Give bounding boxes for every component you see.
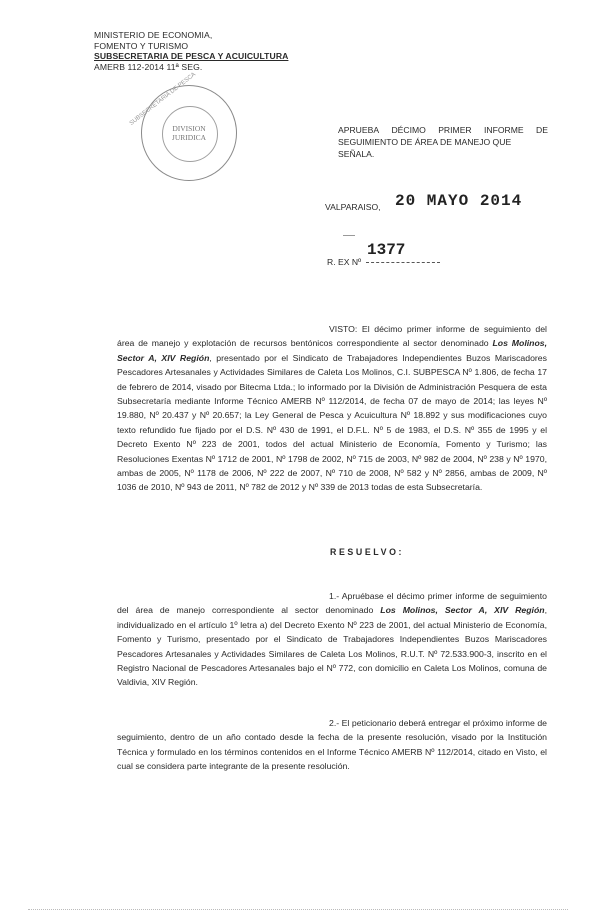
summary-word: APRUEBA — [338, 125, 380, 135]
item1-text-b: , individualizado en el artículo 1º letra a) del Decreto Exento Nº 223 de 2001, del actual Ministerio de Economía, Fomento y Turismo, presentado por el Sindicato de Trabajadores Independientes Buzos Mariscadores Pescadores Artesanales y Actividades Similares de Caleta Los Molinos, R.U.T. Nº 72.533.900-3, inscrito en el Registro Nacional de Pescadores Artesanales bajo el Nº 772, con domicilio en Caleta Los Molinos, comuna de Valdivia, XIV Región. — [117, 605, 547, 688]
header-reference: AMERB 112-2014 11ª SEG. — [94, 61, 203, 72]
item2-text: 2.- El peticionario deberá entregar el próximo informe de seguimiento, dentro de un año contado desde la fecha de la presente resolución, visado por la Institución Técnica y formulado en los términos contenidos en el Informe Técnico AMERB Nº 112/2014, citado en Visto, el cual se considera parte integrante de la presente resolución. — [117, 718, 547, 772]
summary-word: PRIMER — [438, 125, 472, 135]
division-stamp — [128, 71, 237, 181]
date-stamp: 20 MAYO 2014 — [395, 192, 523, 210]
summary-line2: SEGUIMIENTO DE ÁREA DE MANEJO QUE SEÑALA. — [338, 137, 512, 159]
resolution-number-line — [366, 262, 440, 263]
header-ministry: MINISTERIO DE ECONOMIA, — [94, 30, 213, 40]
summary-word: DE — [536, 125, 548, 135]
stamp-ring-text: SUBSECRETARIA DE PESCA — [128, 71, 198, 127]
visto-paragraph — [117, 322, 547, 495]
visto-text-b: , presentado por el Sindicato de Trabajadores Independientes Buzos Mariscadores Pescadores Artesanales y Actividades Similares de Caleta Los Molinos, C.I. SUBPESCA Nº 1.806, de fecha 17 de febrero de 2014, visado por Bitecma Ltda.; lo informado por la División de Administración Pesquera de esta Subsecretaría mediante Informe Técnico AMERB Nº 112/2014, de fecha 07 de mayo de 2014; las leyes Nº 19.880, Nº 20.437 y Nº 20.657; la Ley General de Pesca y Acuicultura Nº 18.892 y sus modificaciones cuyo texto refundido fue fijado por el D.S. Nº 430 de 1991, el D.F.L. Nº 5 de 1983, el D.S. Nº 355 de 1995 y el Decreto Exento Nº 223 de 2001, todos del actual Ministerio de Economía, Fomento y Turismo; las Resoluciones Exentas Nº 1712 de 2001, Nº 1798 de 2002, Nº 715 de 2003, Nº 982 de 2004, Nº 238 y Nº 1970, ambas de 2005, Nº 1178 de 2006, Nº 222 de 2007, Nº 710 de 2008, Nº 582 y Nº 2856, ambas de 2009, Nº 1036 de 2010, Nº 943 de 2011, Nº 782 de 2012 y Nº 339 de 2013 todas de esta Subsecretaría. — [117, 352, 547, 493]
divider — [343, 235, 355, 236]
summary-line1 — [338, 124, 548, 136]
summary-word: INFORME — [484, 125, 524, 135]
header-ministry-sub: FOMENTO Y TURISMO — [94, 40, 189, 51]
stamp-center-line2: JURIDICA — [171, 133, 207, 142]
resolution-item-2 — [117, 716, 547, 774]
item1-area-name: Los Molinos, Sector A, XIV Región — [380, 605, 545, 616]
item1-text-a: 1.- Apruébase el décimo primer informe de seguimiento del área de manejo correspondiente al sector denominado — [117, 591, 547, 616]
visto-area-name: Los Molinos, Sector A, XIV Región — [117, 338, 548, 363]
resolution-item-1 — [117, 589, 547, 690]
resuelvo-heading: RESUELVO: — [330, 547, 405, 557]
summary-word: DÉCIMO — [391, 125, 426, 135]
stamp-center-text — [142, 124, 236, 142]
resolution-number: 1377 — [367, 241, 406, 259]
resolution-summary — [338, 124, 548, 160]
stamp-center-line1: DIVISION — [172, 124, 206, 133]
date-place: VALPARAISO, — [325, 202, 381, 212]
visto-text-a: VISTO: El décimo primer informe de seguimiento del área de manejo y explotación de recursos bentónicos correspondiente al sector denominado — [117, 324, 547, 349]
ministry-header — [94, 30, 288, 72]
header-subsecretaria: SUBSECRETARIA DE PESCA Y ACUICULTURA — [94, 51, 289, 62]
footer-rule — [28, 909, 568, 910]
resolution-label: R. EX Nº — [327, 257, 362, 267]
